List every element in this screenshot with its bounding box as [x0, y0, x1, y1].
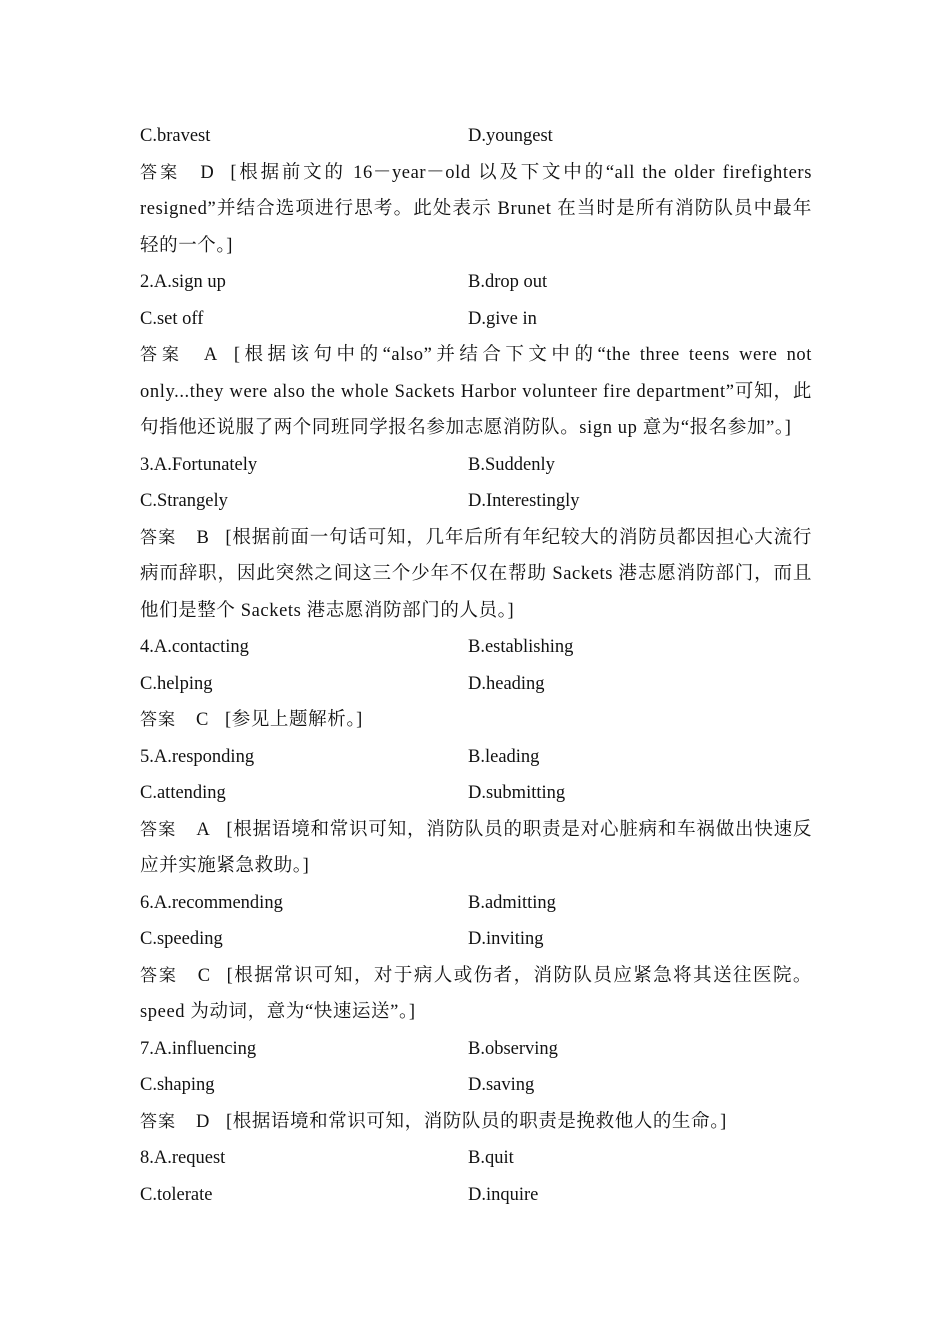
answer-explanation: [根据语境和常识可知，消防队员的职责是对心脏病和车祸做出快速反应并实施紧急救助。]	[140, 819, 813, 876]
answer-explanation: [参见上题解析。]	[224, 710, 363, 730]
answer-key: D	[196, 1111, 210, 1132]
option-row	[140, 483, 812, 520]
option-left: C.helping	[140, 673, 213, 694]
option-left: C.bravest	[140, 126, 211, 146]
option-row	[140, 447, 812, 484]
option-left: 6.A.recommending	[140, 892, 283, 913]
option-left: C.attending	[140, 783, 226, 803]
answer-tag: 答案	[140, 345, 184, 365]
answer-tag: 答案	[140, 1111, 176, 1132]
answer-key: B	[196, 527, 210, 548]
option-row	[140, 629, 812, 666]
option-left: 4.A.contacting	[140, 637, 249, 657]
option-right: B.quit	[468, 1148, 514, 1168]
option-left: 3.A.Fortunately	[140, 454, 258, 475]
answer-key: A	[196, 819, 211, 840]
option-right: B.Suddenly	[468, 454, 555, 475]
answer-key: A	[203, 345, 218, 365]
option-right: B.drop out	[468, 272, 548, 292]
option-row	[140, 885, 812, 922]
answer-block	[140, 337, 812, 447]
answer-explanation: [根据前文的 16－year－old 以及下文中的“all the older firefighters resigned”并结合选项进行思考。此处表示 Brunet 在当时是所有消防队员中最年轻的一个。]	[140, 162, 812, 256]
option-left: C.Strangely	[140, 491, 228, 511]
option-row	[140, 1031, 812, 1068]
answer-block	[140, 958, 812, 1031]
answer-key: D	[200, 162, 215, 183]
option-left: 8.A.request	[140, 1148, 226, 1168]
answer-tag: 答案	[140, 819, 177, 840]
option-right: B.admitting	[468, 892, 556, 913]
answer-block	[140, 702, 812, 739]
option-row	[140, 264, 812, 301]
option-right: D.inviting	[468, 929, 544, 949]
answer-block	[140, 1104, 812, 1141]
answer-explanation: [根据常识可知，对于病人或伤者，消防队员应紧急将其送往医院。speed 为动词，意为“快速运送”。]	[140, 965, 812, 1022]
option-row	[140, 1067, 812, 1104]
option-row	[140, 921, 812, 958]
option-right: D.inquire	[468, 1184, 539, 1205]
option-row	[140, 666, 812, 703]
answer-block	[140, 155, 812, 265]
answer-tag: 答案	[140, 965, 178, 986]
option-row	[140, 301, 812, 338]
option-right: D.heading	[468, 673, 545, 694]
option-right: B.observing	[468, 1038, 558, 1059]
option-row	[140, 1177, 812, 1214]
option-row	[140, 1140, 812, 1177]
answer-block	[140, 812, 812, 885]
option-row	[140, 118, 812, 155]
option-left: C.tolerate	[140, 1184, 213, 1205]
answer-key: C	[196, 710, 209, 730]
option-left: 5.A.responding	[140, 746, 255, 767]
option-right: B.establishing	[468, 637, 574, 657]
answer-tag: 答案	[140, 710, 176, 730]
option-left: 7.A.influencing	[140, 1038, 257, 1059]
option-right: D.submitting	[468, 783, 566, 803]
answer-tag: 答案	[140, 162, 181, 183]
answer-tag: 答案	[140, 527, 177, 548]
option-left: C.speeding	[140, 929, 223, 949]
answer-key: C	[197, 965, 211, 986]
option-row	[140, 775, 812, 812]
answer-block	[140, 520, 812, 630]
document-page	[140, 118, 812, 1213]
answer-explanation: [根据前面一句话可知，几年后所有年纪较大的消防员都因担心大流行病而辞职，因此突然之间这三个少年不仅在帮助 Sackets 港志愿消防部门，而且他们是整个 Sackets 港志愿消防部门的人员。]	[140, 527, 813, 621]
option-right: D.youngest	[468, 126, 553, 146]
option-right: B.leading	[468, 746, 540, 767]
option-left: 2.A.sign up	[140, 272, 226, 292]
answer-explanation: [根据语境和常识可知，消防队员的职责是挽救他人的生命。]	[225, 1111, 727, 1132]
answer-explanation: [根据该句中的“also”并结合下文中的“the three teens were not only...they were also the whole Sackets Harbor volunteer fire department”可知，此句指他还说服了两个同班同学报名参加志愿消防队。sign up 意为“报名参加”。]	[140, 345, 813, 438]
option-right: D.give in	[468, 308, 537, 329]
option-right: D.saving	[468, 1075, 535, 1095]
option-left: C.shaping	[140, 1075, 215, 1095]
option-left: C.set off	[140, 308, 204, 329]
option-row	[140, 739, 812, 776]
option-right: D.Interestingly	[468, 491, 580, 511]
